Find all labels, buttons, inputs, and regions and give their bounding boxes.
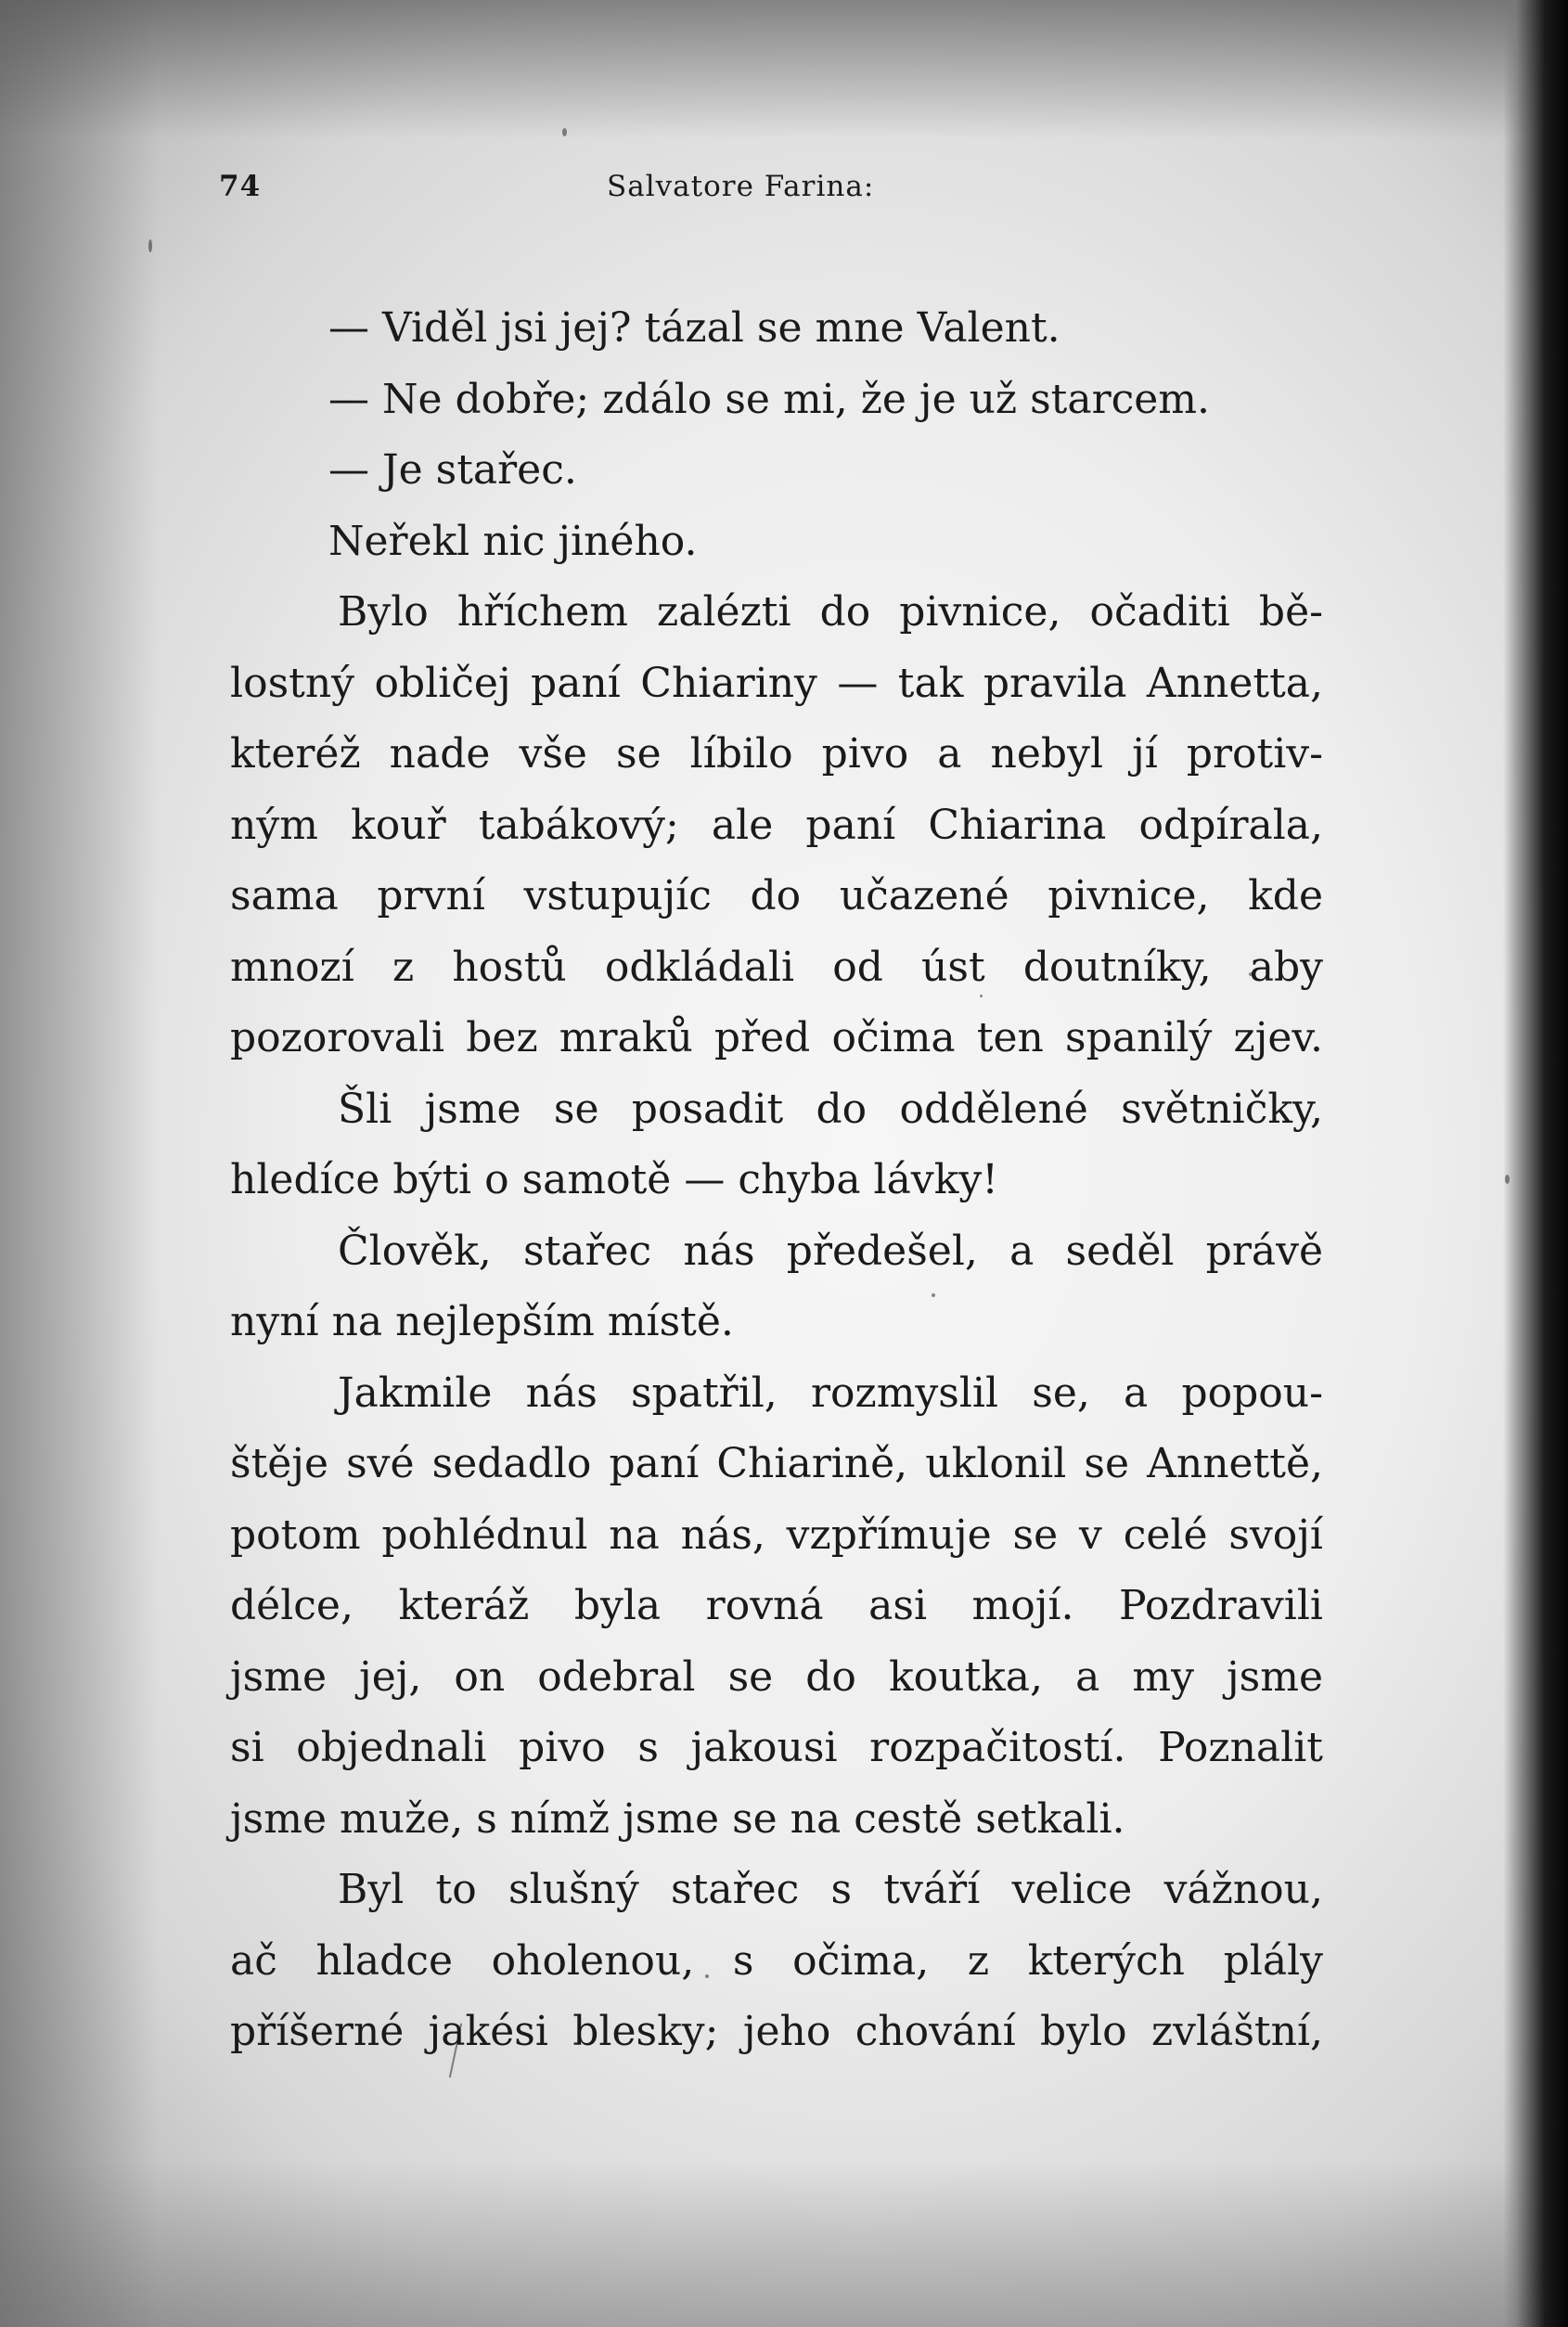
text-line: jsme muže, s nímž jsme se na cestě setkali. — [230, 1794, 1125, 1843]
text-line: Šli jsme se posadit do oddělené světničky, — [338, 1085, 1323, 1133]
text-line: Byl to slušný stařec s tváří velice vážnou, — [338, 1866, 1323, 1913]
text-line: nyní na nejlepším místě. — [230, 1298, 734, 1345]
page-binding-edge — [1503, 0, 1568, 2327]
page-shadow-top — [0, 0, 1568, 139]
text-line: kteréž nade vše se líbilo pivo a nebyl jí protiv- — [230, 730, 1323, 778]
text-line: délce, kteráž byla rovná asi mojí. Pozdravili — [230, 1582, 1323, 1629]
page-shadow-left — [0, 0, 158, 2327]
scan-speck — [148, 239, 152, 252]
text-line: jsme jej, on odebral se do koutka, a my jsme — [230, 1652, 1323, 1701]
text-line: mnozí z hostů odkládali od úst doutníky, aby — [230, 943, 1323, 991]
text-line: Neřekl nic jiného. — [328, 517, 698, 565]
scan-speck — [1505, 1175, 1510, 1184]
text-line: Člověk, stařec nás předešel, a seděl právě — [338, 1227, 1323, 1275]
text-line: pozorovali bez mraků před očima ten spanilý zjev. — [230, 1014, 1323, 1061]
text-line: štěje své sedadlo paní Chiarině, uklonil se Annettě, — [230, 1440, 1323, 1487]
text-line: — Je stařec. — [328, 446, 577, 494]
text-line: Jakmile nás spatřil, rozmyslil se, a popou- — [338, 1369, 1323, 1417]
text-line: si objednali pivo s jakousi rozpačitostí. Poznalit — [230, 1724, 1323, 1771]
text-line: Bylo hříchem zalézti do pivnice, očaditi bě- — [338, 588, 1323, 636]
text-line: ným kouř tabákový; ale paní Chiarina odpírala, — [230, 801, 1323, 849]
text-line: příšerné jakési blesky; jeho chování bylo zvláštní, — [230, 2008, 1323, 2055]
page-shadow-bottom — [0, 2160, 1568, 2327]
text-line: hledíce býti o samotě — chyba lávky! — [230, 1156, 998, 1203]
scan-speck — [562, 128, 567, 136]
text-line: ač hladce oholenou, s očima, z kterých plály — [230, 1936, 1323, 1985]
text-line: potom pohlédnul na nás, vzpřímuje se v celé svojí — [230, 1511, 1323, 1559]
running-head: Salvatore Farina: — [607, 170, 875, 203]
text-line: — Ne dobře; zdálo se mi, že je už starcem. — [328, 375, 1211, 423]
text-line: lostný obličej paní Chiariny — tak pravila Annetta, — [230, 659, 1323, 707]
text-line: — Viděl jsi jej? tázal se mne Valent. — [328, 304, 1060, 352]
body-text — [230, 293, 1323, 2068]
page-number: 74 — [219, 170, 262, 203]
page-header — [219, 170, 970, 211]
text-line: sama první vstupujíc do učazené pivnice, kde — [230, 872, 1323, 919]
